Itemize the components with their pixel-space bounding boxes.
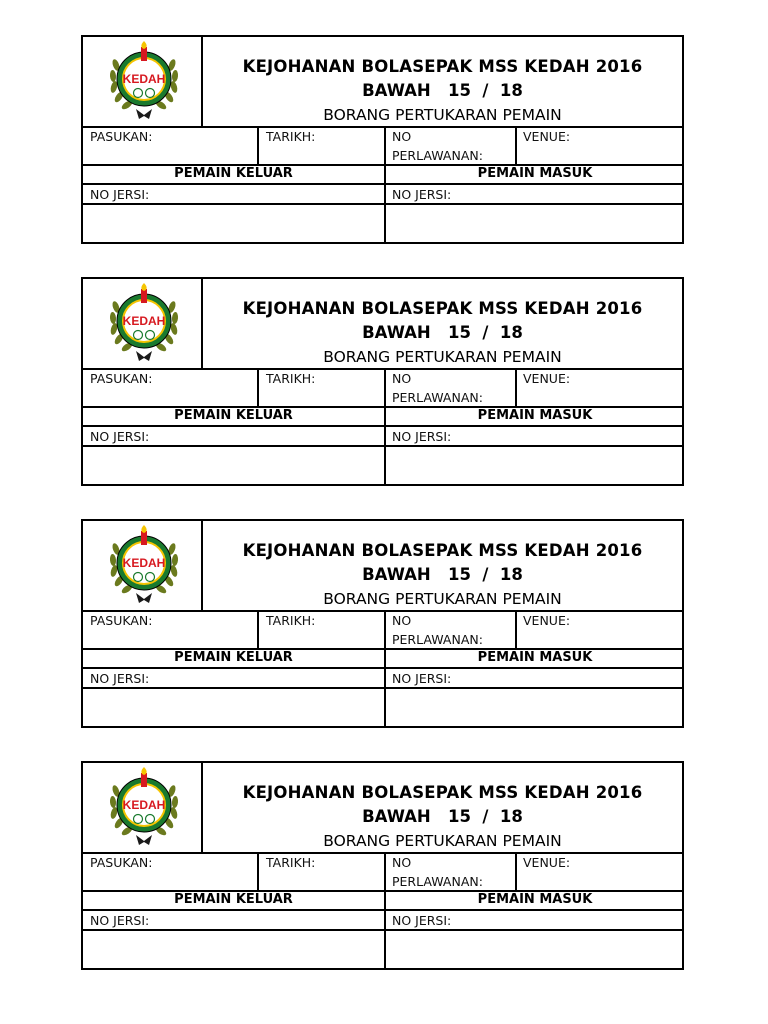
match-no-label-line2: PERLAWANAN: <box>392 390 483 405</box>
player-in-name-box[interactable] <box>386 931 684 968</box>
title-cell <box>203 279 682 370</box>
player-out-header: PEMAIN KELUAR <box>174 408 293 423</box>
form-title: KEJOHANAN BOLASEPAK MSS KEDAH 2016 <box>242 57 643 76</box>
kedah-crest-icon <box>107 765 181 851</box>
substitution-form <box>81 35 684 244</box>
team-field[interactable]: PASUKAN: <box>90 855 153 870</box>
title-cell <box>203 37 682 128</box>
jersey-out-field[interactable]: NO JERSI: <box>90 429 150 444</box>
divider <box>515 610 517 650</box>
player-in-header: PEMAIN MASUK <box>477 650 593 665</box>
logo-text: KEDAH <box>122 798 166 812</box>
match-no-label-line2: PERLAWANAN: <box>392 148 483 163</box>
venue-field[interactable]: VENUE: <box>523 371 571 386</box>
player-out-name-box[interactable] <box>83 447 384 484</box>
team-field[interactable]: PASUKAN: <box>90 371 153 386</box>
substitution-form <box>81 761 684 970</box>
player-out-header: PEMAIN KELUAR <box>174 166 293 181</box>
logo-text: KEDAH <box>122 556 166 570</box>
team-field[interactable]: PASUKAN: <box>90 129 153 144</box>
player-in-name-box[interactable] <box>386 689 684 726</box>
form-category: BAWAH 15 / 18 <box>362 807 523 826</box>
substitution-form <box>81 519 684 728</box>
jersey-in-field[interactable]: NO JERSI: <box>392 187 452 202</box>
divider <box>83 368 682 370</box>
divider <box>83 909 682 911</box>
logo-cell <box>83 37 203 128</box>
kedah-crest-icon <box>107 281 181 367</box>
venue-field[interactable]: VENUE: <box>523 129 571 144</box>
divider <box>257 852 259 892</box>
date-field[interactable]: TARIKH: <box>266 129 316 144</box>
divider <box>515 852 517 892</box>
form-subtitle: BORANG PERTUKARAN PEMAIN <box>323 832 562 850</box>
form-category: BAWAH 15 / 18 <box>362 565 523 584</box>
player-in-header: PEMAIN MASUK <box>477 166 593 181</box>
divider <box>257 368 259 408</box>
divider <box>257 126 259 166</box>
divider <box>83 852 682 854</box>
match-no-label-line1: NO <box>392 129 412 144</box>
player-in-name-box[interactable] <box>386 205 684 242</box>
form-title: KEJOHANAN BOLASEPAK MSS KEDAH 2016 <box>242 299 643 318</box>
jersey-in-field[interactable]: NO JERSI: <box>392 429 452 444</box>
jersey-out-field[interactable]: NO JERSI: <box>90 671 150 686</box>
form-category: BAWAH 15 / 18 <box>362 81 523 100</box>
logo-cell <box>83 521 203 612</box>
player-out-name-box[interactable] <box>83 205 384 242</box>
form-subtitle: BORANG PERTUKARAN PEMAIN <box>323 590 562 608</box>
divider <box>515 368 517 408</box>
form-subtitle: BORANG PERTUKARAN PEMAIN <box>323 106 562 124</box>
logo-cell <box>83 279 203 370</box>
match-no-field[interactable] <box>392 369 483 407</box>
kedah-crest-icon <box>107 39 181 125</box>
form-subtitle: BORANG PERTUKARAN PEMAIN <box>323 348 562 366</box>
logo-text: KEDAH <box>122 314 166 328</box>
divider <box>83 667 682 669</box>
venue-field[interactable]: VENUE: <box>523 613 571 628</box>
jersey-in-field[interactable]: NO JERSI: <box>392 913 452 928</box>
date-field[interactable]: TARIKH: <box>266 371 316 386</box>
match-no-label-line1: NO <box>392 855 412 870</box>
divider <box>83 183 682 185</box>
match-no-label-line2: PERLAWANAN: <box>392 632 483 647</box>
form-category: BAWAH 15 / 18 <box>362 323 523 342</box>
match-no-label-line2: PERLAWANAN: <box>392 874 483 889</box>
logo-text: KEDAH <box>122 72 166 86</box>
date-field[interactable]: TARIKH: <box>266 613 316 628</box>
player-out-name-box[interactable] <box>83 689 384 726</box>
player-in-header: PEMAIN MASUK <box>477 892 593 907</box>
match-no-field[interactable] <box>392 853 483 891</box>
kedah-crest-icon <box>107 523 181 609</box>
player-in-header: PEMAIN MASUK <box>477 408 593 423</box>
player-in-name-box[interactable] <box>386 447 684 484</box>
divider <box>83 610 682 612</box>
venue-field[interactable]: VENUE: <box>523 855 571 870</box>
jersey-out-field[interactable]: NO JERSI: <box>90 187 150 202</box>
divider <box>83 425 682 427</box>
match-no-field[interactable] <box>392 127 483 165</box>
match-no-label-line1: NO <box>392 371 412 386</box>
player-out-header: PEMAIN KELUAR <box>174 650 293 665</box>
title-cell <box>203 763 682 854</box>
form-title: KEJOHANAN BOLASEPAK MSS KEDAH 2016 <box>242 783 643 802</box>
date-field[interactable]: TARIKH: <box>266 855 316 870</box>
logo-cell <box>83 763 203 854</box>
player-out-name-box[interactable] <box>83 931 384 968</box>
jersey-in-field[interactable]: NO JERSI: <box>392 671 452 686</box>
match-no-field[interactable] <box>392 611 483 649</box>
player-out-header: PEMAIN KELUAR <box>174 892 293 907</box>
title-cell <box>203 521 682 612</box>
divider <box>515 126 517 166</box>
form-title: KEJOHANAN BOLASEPAK MSS KEDAH 2016 <box>242 541 643 560</box>
team-field[interactable]: PASUKAN: <box>90 613 153 628</box>
substitution-form <box>81 277 684 486</box>
divider <box>257 610 259 650</box>
match-no-label-line1: NO <box>392 613 412 628</box>
divider <box>83 126 682 128</box>
jersey-out-field[interactable]: NO JERSI: <box>90 913 150 928</box>
